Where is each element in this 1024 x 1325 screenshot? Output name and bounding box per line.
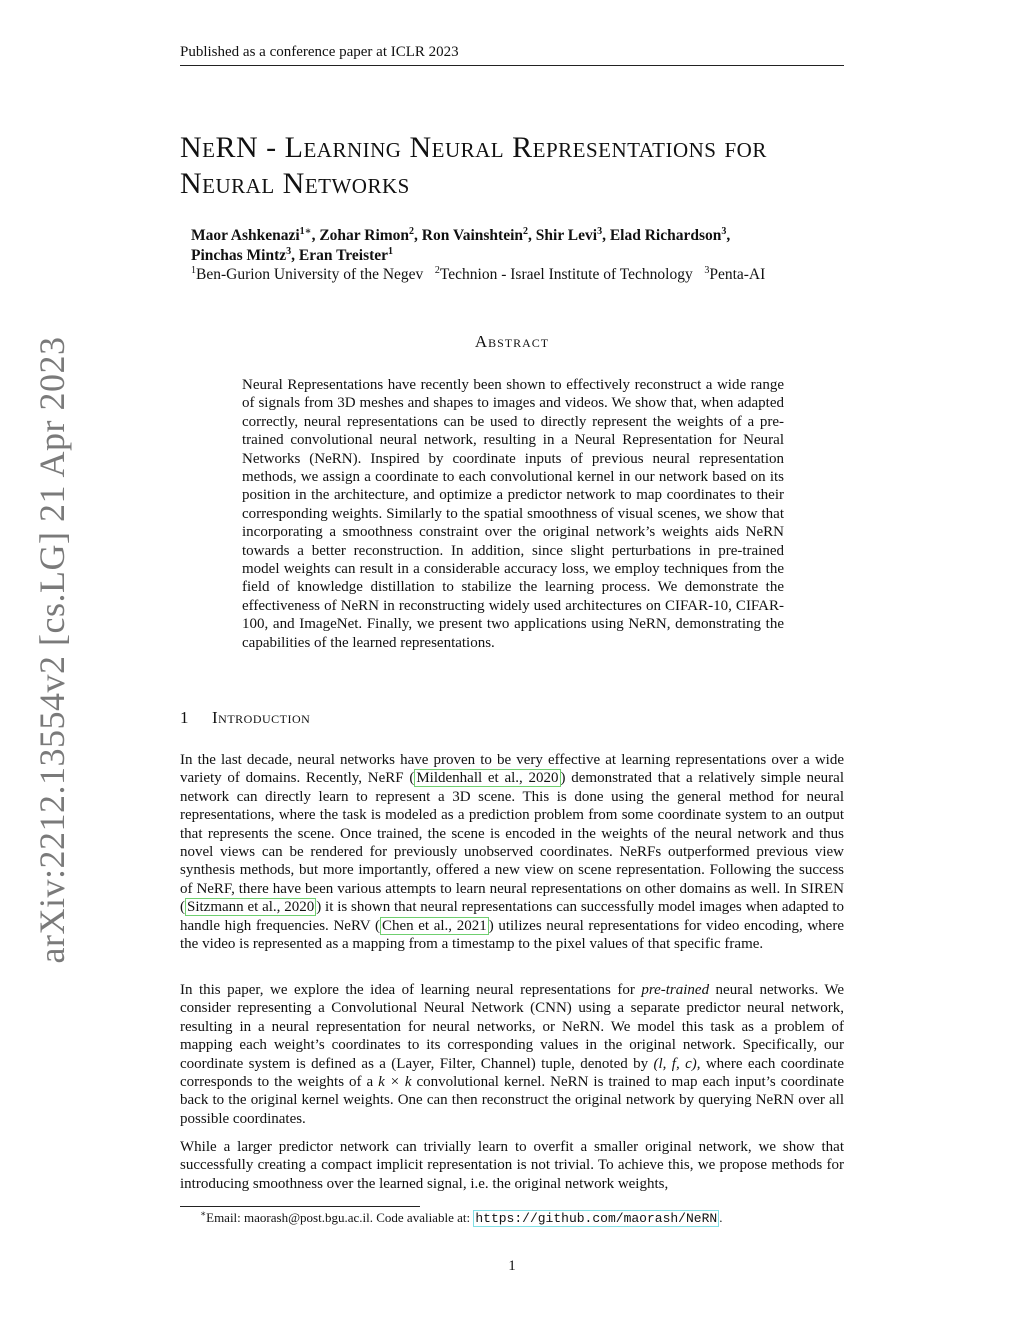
- footnote-rule: [180, 1206, 420, 1207]
- paragraph: While a larger predictor network can trivially learn to overfit a smaller original network, we show that successfully creating a compact implicit representation is not trivial. To achieve this, we propose methods for introducing smoothness over the learned signal, i.e. the original network weights,: [180, 1139, 844, 1192]
- citation-link[interactable]: Mildenhall et al., 2020: [416, 770, 559, 787]
- section-number: 1: [180, 708, 189, 727]
- citation-link[interactable]: Sitzmann et al., 2020: [187, 899, 315, 916]
- running-header: Published as a conference paper at ICLR 2023: [180, 44, 459, 60]
- section-heading: [180, 708, 310, 728]
- citation-link[interactable]: Chen et al., 2021: [381, 917, 487, 934]
- text-run: In the last decade, neural networks have proven to be very effective at learning representations over a wide variety of domains. Recently, NeRF (: [180, 752, 844, 787]
- affiliation: Technion - Israel Institute of Technology: [439, 266, 693, 283]
- affil-mark: 2: [434, 264, 440, 276]
- title-line-1: NeRN - Learning Neural Representations for: [180, 131, 767, 164]
- math-inline: k × k: [378, 1074, 412, 1091]
- author-name: Elad Richardson: [609, 227, 722, 244]
- emphasis: pre-trained: [641, 982, 710, 998]
- affiliations: [191, 265, 851, 285]
- author-affil-mark: 3: [286, 245, 292, 257]
- text-run: convolutional kernel. NeRN is trained to map each input’s coordinate back to the original kernel weights. One can then reconstruct the original network by querying NeRN over all possible coordinates.: [180, 1074, 844, 1127]
- affiliation: Ben-Gurion University of the Negev: [196, 266, 424, 283]
- author-affil-mark: 2: [523, 225, 529, 237]
- paragraph: [180, 981, 844, 1128]
- affil-mark: 3: [704, 264, 710, 276]
- text-run: In this paper, we explore the idea of learning neural representations for: [180, 982, 642, 998]
- arxiv-side-identifier: arXiv:2212.13554v2 [cs.LG] 21 Apr 2023: [32, 336, 72, 964]
- author-affil-mark: 1: [388, 245, 394, 257]
- math-inline: (l, f, c): [653, 1055, 697, 1072]
- paper-title: [180, 130, 860, 202]
- author-name: Shir Levi: [535, 227, 598, 244]
- text-run: ) it is shown that neural representations can successfully model images when adapted to handle high frequencies. NeRV (: [180, 899, 844, 934]
- title-line-2: Neural Networks: [180, 167, 410, 200]
- footnote: [200, 1210, 840, 1227]
- section-title: Introduction: [212, 708, 311, 727]
- footnote-end: .: [719, 1210, 723, 1225]
- author-list: Maor Ashkenazi$^{1∗}$, Zohar Rimon$^2$, Ron Vainshtein$^2$, Shir Levi$^3$, Elad Richardson$^3$, Pinchas Mintz$^3$, Eran Treister$^1$: [191, 225, 731, 264]
- page-number: 1: [508, 1258, 516, 1274]
- author-name: Maor Ashkenazi: [191, 227, 300, 244]
- author-affil-mark: 1∗: [299, 225, 312, 237]
- code-url-link[interactable]: https://github.com/maorash/NeRN: [475, 1211, 718, 1226]
- header-rule: [180, 65, 844, 66]
- abstract-heading: Abstract: [474, 332, 550, 351]
- author-name: Eran Treister: [298, 247, 389, 264]
- abstract-text: Neural Representations have recently been shown to effectively reconstruct a wide range of signals from 3D meshes and shapes to images and videos. We show that, when adapted correctly, neural representations can be used to directly represent the weights of a pre-trained convolutional neural network, resulting in a Neural Representation for Neural Networks (NeRN). Inspired by coordinate inputs of previous neural representation methods, we assign a coordinate to each convolutional kernel in our network based on its position in the architecture, and optimize a predictor network to map coordinates to their corresponding weights. Similarly to the spatial smoothness of visual scenes, we show that incorporating a smoothness constraint over the original network’s weights aids NeRN towards a better reconstruction. In addition, since slight perturbations in pre-trained model weights can result in a considerable accuracy loss, we employ techniques from the field of knowledge distillation to stabilize the learning process. We demonstrate the effectiveness of NeRN in reconstructing widely used architectures on CIFAR-10, CIFAR-100, and ImageNet. Finally, we present two applications using NeRN, demonstrating the capabilities of the learned representations.: [242, 377, 784, 651]
- author-name: Ron Vainshtein: [421, 227, 524, 244]
- text-run: neural networks. We consider representing a Convolutional Neural Network (CNN) using a separate predictor neural network, resulting in a neural representation for neural networks, or NeRN. We model this task as a problem of mapping each weight’s coordinates to its corresponding values in the original network. Specifically, our coordinate system is defined as a (Layer, Filter, Channel) tuple, denoted by: [180, 982, 845, 1072]
- author-name: Pinchas Mintz: [191, 247, 287, 264]
- text-run: ) demonstrated that a relatively simple neural network can directly learn to represent a 3D scene. This is done using the general method for neural representations, where the task is modeled as a prediction problem from some coordinate system to an output that represents the scene. Once trained, the scene is encoded in the weights of the neural network and thus novel views can be rendered for previously unobserved coordinates. NeRFs outperformed previous view synthesis methods, but more importantly, offered a new view on scene representation. Following the success of NeRF, there have been various attempts to learn neural representations on other domains as well. In SIREN (: [180, 770, 844, 916]
- author-affil-mark: 3: [721, 225, 727, 237]
- author-affil-mark: 3: [597, 225, 603, 237]
- author-affil-mark: 2: [409, 225, 415, 237]
- affiliation: Penta-AI: [709, 266, 766, 283]
- affil-mark: 1: [191, 264, 196, 276]
- text-run: , where each coordinate corresponds to the weights of a: [180, 1055, 844, 1091]
- footnote-text: Email: maorash@post.bgu.ac.il. Code avaliable at:: [206, 1210, 474, 1225]
- author-name: Zohar Rimon: [319, 227, 410, 244]
- paragraph: [180, 751, 844, 953]
- text-run: ) utilizes neural representations for video encoding, where the video is represented as a mapping from a timestamp to the pixel values of that specific frame.: [180, 917, 844, 953]
- footnote-mark: ∗: [200, 1208, 207, 1219]
